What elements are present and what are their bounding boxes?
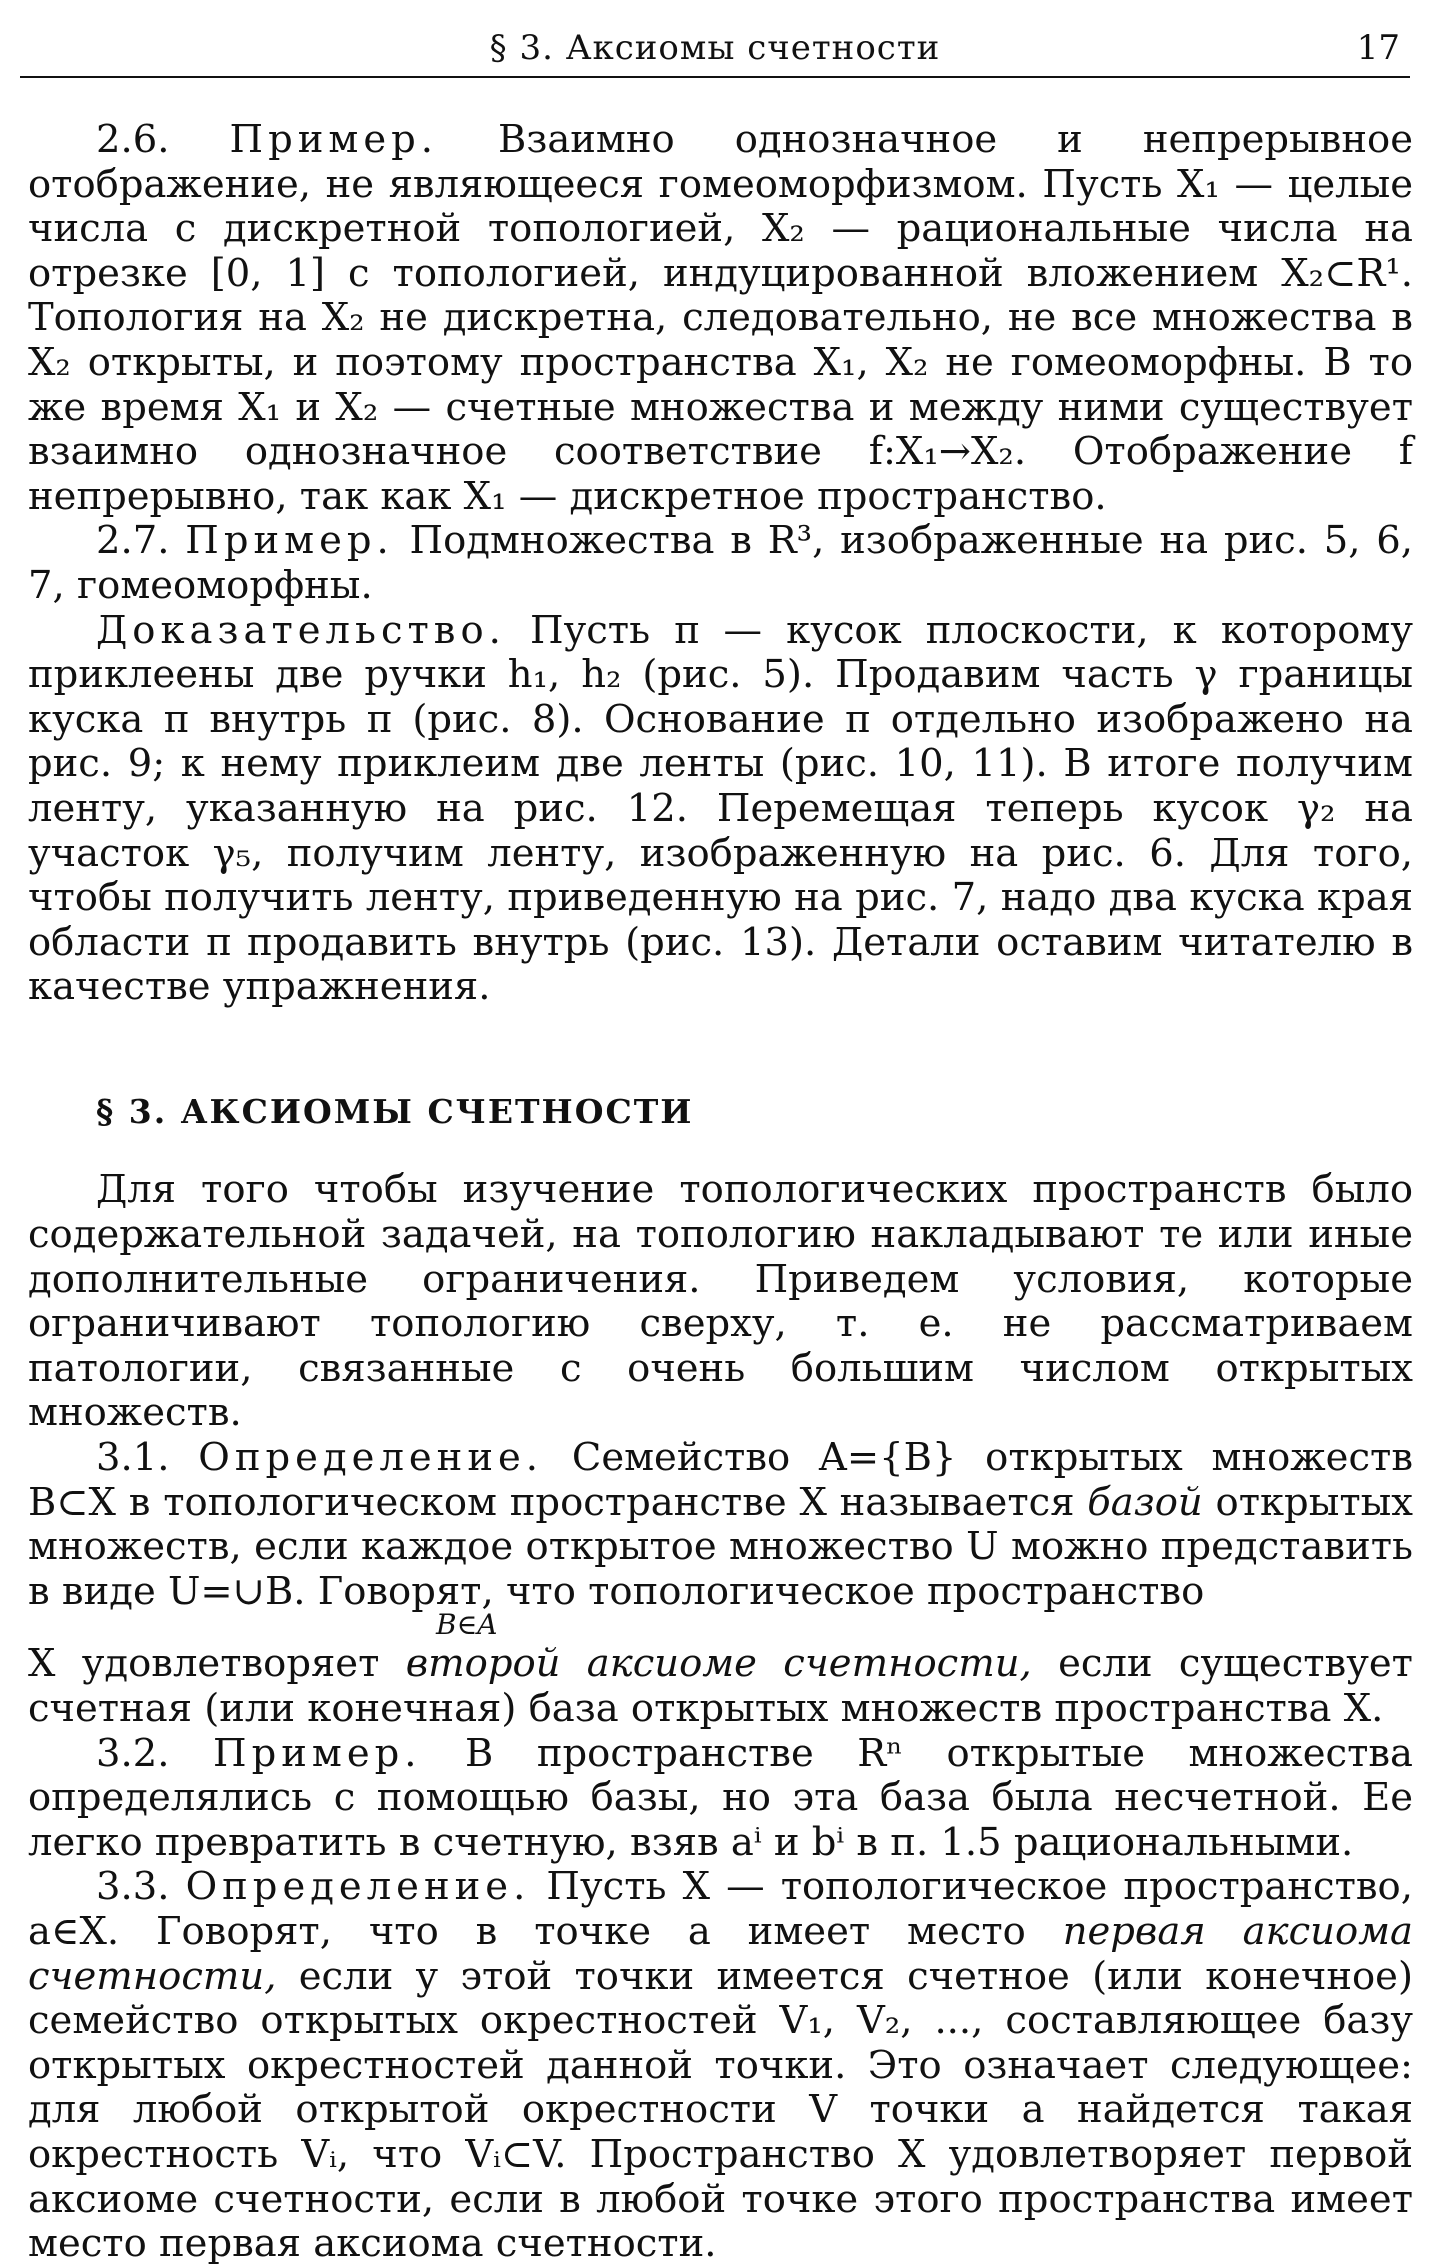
example-2-7-heading: Пример. <box>185 518 394 564</box>
union-subscript: B∈A <box>436 1608 498 1642</box>
term-base: базой <box>1087 1479 1203 1525</box>
intro-paragraph: Для того чтобы изучение топологических пространств было содержательной задачей, на топологию накладывают те или иные дополнительные ограничения. Приведем условия, которые ограничивают топологию сверху, т. е. не рассматриваем патологии, связанные с очень большим числом открытых множеств. <box>28 1167 1413 1436</box>
example-3-2-text: В пространстве Rⁿ открытые множества определялись с помощью базы, но эта база была несчетной. Ее легко превратить в счетную, взяв aⁱ и bⁱ в п. 1.5 рациональными. <box>28 1730 1413 1865</box>
proof-paragraph <box>28 609 1413 1010</box>
definition-3-1-number: 3.1. <box>96 1435 170 1481</box>
example-2-7-text: Подмножества в R³, изображенные на рис. 5, 6, 7, гомеоморфны. <box>28 518 1413 608</box>
definition-3-3-text-a: Пусть X — топологическое пространство, a∈X. Говорят, что в точке a имеет место <box>28 1864 1413 1954</box>
page-header <box>20 26 1410 78</box>
definition-3-3-text-b: если у этой точки имеется счетное (или конечное) семейство открытых окрестностей V₁, V₂, ..., составляющее базу открытых окрестностей данной точки. Это означает следующее: для любой открытой окрестности V точки a найдется такая окрестность Vᵢ, что Vᵢ⊂V. Пространство X удовлетворяет первой аксиоме счетности, если в любой точке этого пространства имеет место первая аксиома счетности. <box>28 1953 1413 2267</box>
definition-3-1-text-d: если существует счетная (или конечная) база открытых множеств пространства X. <box>28 1641 1413 1731</box>
proof-text: Пусть π — кусок плоскости, к которому приклеены две ручки h₁, h₂ (рис. 5). Продавим часть γ границы куска π внутрь π (рис. 8). Основание π отдельно изображено на рис. 9; к нему приклеим две ленты (рис. 10, 11). В итоге получим ленту, указанную на рис. 12. Перемещая теперь кусок γ₂ на участок γ₅, получим ленту, изображенную на рис. 6. Для того, чтобы получить ленту, приведенную на рис. 7, надо два куска края области π продавить внутрь (рис. 13). Детали оставим читателю в качестве упражнения. <box>28 607 1413 1010</box>
example-2-6-heading: Пример. <box>229 117 438 162</box>
example-2-6 <box>28 118 1413 519</box>
running-title: § 3. Аксиомы счетности <box>489 28 941 68</box>
example-2-7 <box>28 519 1413 608</box>
definition-3-3 <box>28 1865 1413 2266</box>
definition-3-3-number: 3.3. <box>96 1864 170 1910</box>
definition-3-1-heading: Определение. <box>198 1435 544 1481</box>
definition-3-1-text-b: открытых множеств, если каждое открытое множество U можно представить в виде U=∪B. Говорят, что топологическое пространство <box>28 1479 1413 1614</box>
term-second-axiom: второй аксиоме счетности, <box>405 1641 1032 1687</box>
section-title: § 3. АКСИОМЫ СЧЕТНОСТИ <box>96 1091 694 1131</box>
example-2-6-number: 2.6. <box>96 117 170 162</box>
example-3-2-number: 3.2. <box>96 1730 170 1776</box>
definition-3-3-heading: Определение. <box>185 1864 531 1910</box>
example-3-2 <box>28 1732 1413 1866</box>
proof-heading: Доказательство. <box>96 607 506 653</box>
example-3-2-heading: Пример. <box>213 1730 422 1776</box>
term-first-axiom: первая аксиома счетности, <box>28 1908 1414 1999</box>
definition-3-1 <box>28 1436 1413 1732</box>
example-2-6-text: Взаимно однозначное и непрерывное отображение, не являющееся гомеоморфизмом. Пусть X₁ — целые числа с дискретной топологией, X₂ — рациональные числа на отрезке [0, 1] с топологией, индуцированной вложением X₂⊂R¹. Топология на X₂ не дискретна, следовательно, не все множества в X₂ открыты, и поэтому пространства X₁, X₂ не гомеоморфны. В то же время X₁ и X₂ — счетные множества и между ними существует взаимно однозначное соответствие f:X₁→X₂. Отображение f непрерывно, так как X₁ — дискретное пространство. <box>28 117 1413 519</box>
page-number: 17 <box>1356 28 1400 68</box>
definition-3-1-text-c: X удовлетворяет <box>28 1641 380 1687</box>
definition-3-1-text-a: Семейство A={B} открытых множеств B⊂X в топологическом пространстве X называется <box>28 1435 1413 1525</box>
example-2-7-number: 2.7. <box>96 518 170 564</box>
page-body <box>28 118 1413 2267</box>
